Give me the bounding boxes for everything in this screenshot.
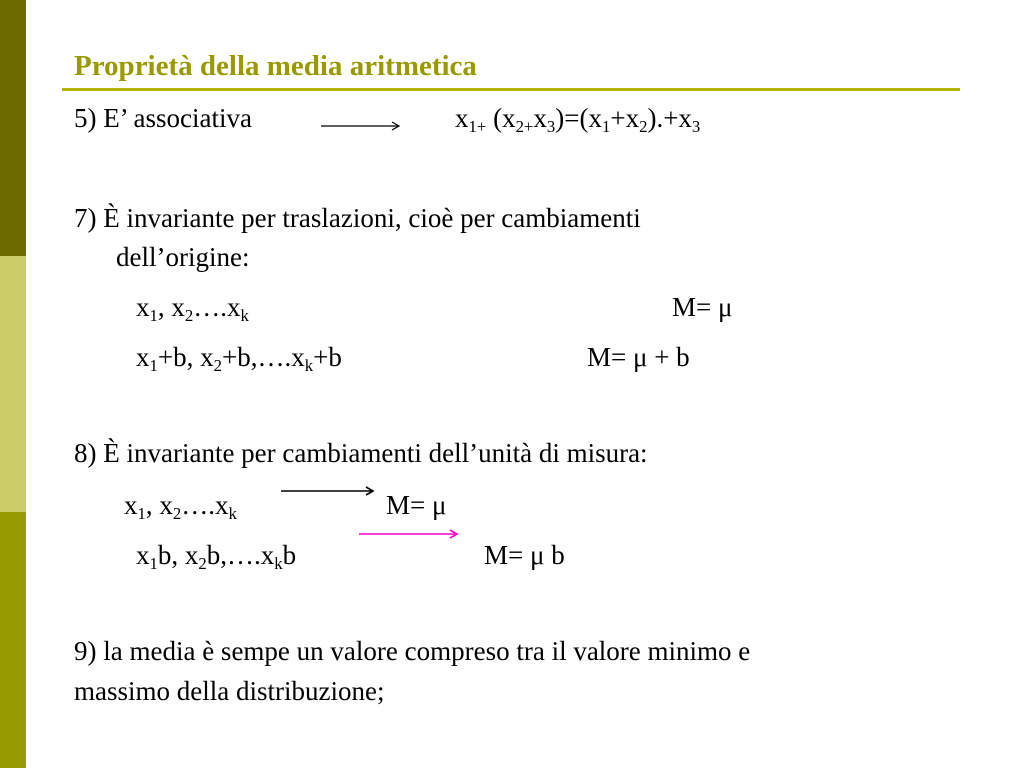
sidebar-band-bottom bbox=[0, 512, 26, 768]
sidebar-band-middle bbox=[0, 256, 26, 512]
property-9-line-1: 9) la media è sempe un valore compreso tra il valore minimo e bbox=[74, 636, 751, 666]
sidebar-band-top bbox=[0, 0, 26, 256]
property-8-mean-2: M= μ b bbox=[484, 540, 565, 570]
property-7-line-2: dell’origine: bbox=[116, 242, 250, 272]
property-8-line-1: 8) È invariante per cambiamenti dell’unità di misura: bbox=[74, 438, 648, 468]
property-8-mean-1: M= μ bbox=[386, 490, 447, 520]
property-9-line-2: massimo della distribuzione; bbox=[74, 676, 385, 706]
sidebar-decoration bbox=[0, 0, 26, 768]
property-8-sequence-2: $x_1b$, $x_2b,\dots.x_kb$ bbox=[136, 540, 297, 574]
property-7-mean-1: M= μ bbox=[672, 292, 733, 322]
property-8-sequence-1: $x_1$, $x_2\dots.x_k$ bbox=[124, 490, 237, 524]
property-7-sequence-1: $x_1$, $x_2\dots.x_k$ bbox=[136, 292, 249, 326]
property-5-formula: $x_{1+}$ $(x_{2+}x_3)=(x_1+x_2).+x_3$ bbox=[455, 103, 701, 137]
property-7-mean-2: M= μ + b bbox=[587, 342, 690, 372]
property-7-sequence-2: $x_1+b$, $x_2+b,\dots.x_k+b$ bbox=[136, 342, 342, 376]
arrow-right-icon bbox=[320, 118, 402, 132]
arrow-right-icon bbox=[280, 484, 376, 498]
property-7-line-1: 7) È invariante per traslazioni, cioè per cambiamenti bbox=[74, 203, 641, 233]
slide-title: Proprietà della media aritmetica bbox=[74, 50, 477, 82]
property-5-label: 5) E’ associativa bbox=[74, 103, 252, 133]
arrow-right-magenta-icon bbox=[358, 527, 460, 541]
title-underline bbox=[62, 88, 960, 91]
